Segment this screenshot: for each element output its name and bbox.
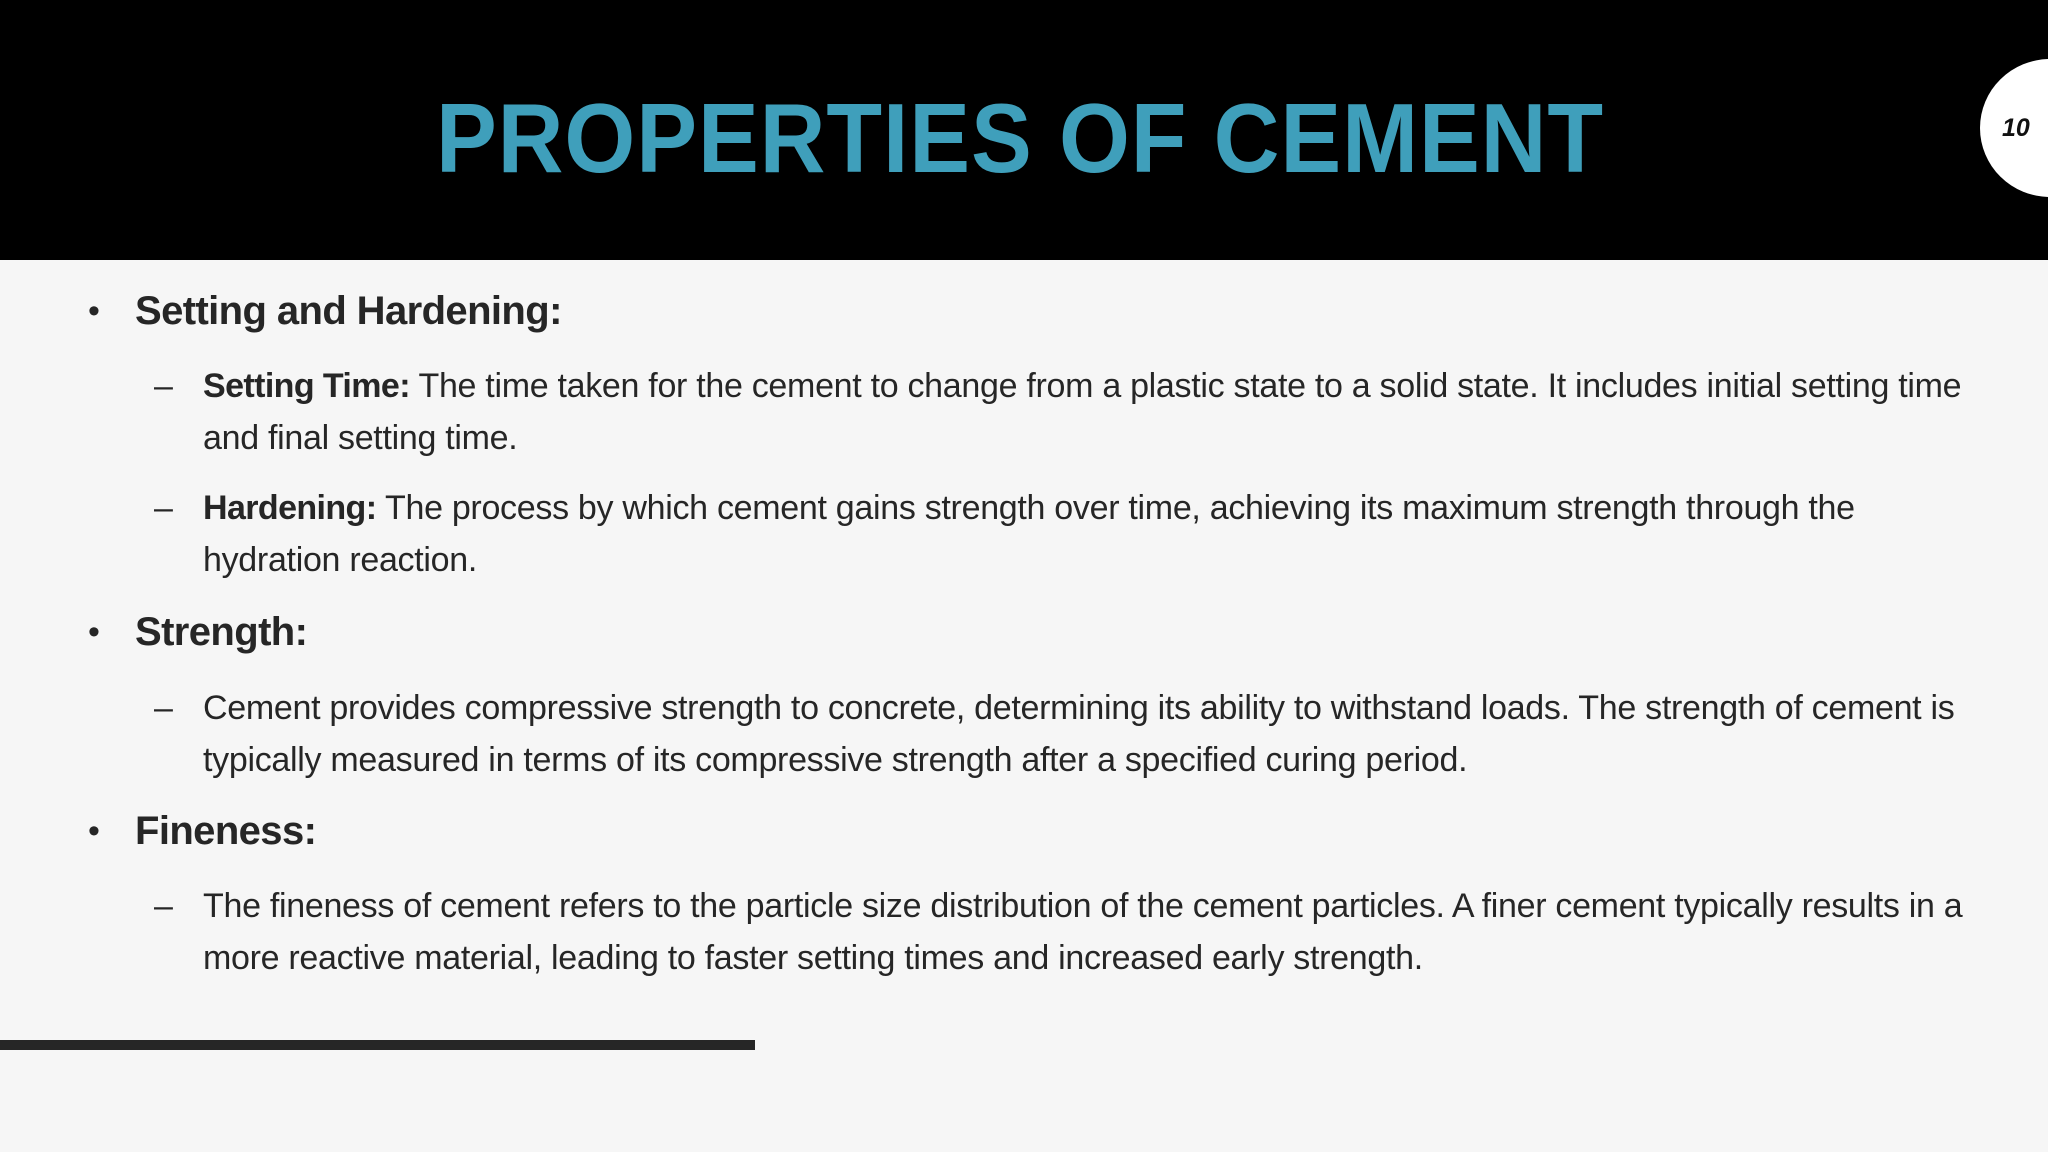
sub-item-description: Cement provides compressive strength to concrete, determining its ability to withstand loads. The strength of cement is typically measured in terms of its compressive strength after a specified curing period. [203,689,1955,779]
bullet-marker: • [88,812,100,850]
sub-item-description: The process by which cement gains strength over time, achieving its maximum strength through the hydration reaction. [203,489,1855,579]
decorative-divider [0,1040,755,1050]
sub-item-text [203,482,1983,586]
slide-title: PROPERTIES OF CEMENT [435,83,1605,193]
sub-item-description: The fineness of cement refers to the particle size distribution of the cement particles. A finer cement typically results in a more reactive material, leading to faster setting times and increased early strength. [203,887,1963,977]
bullet-heading: Strength: [135,610,308,654]
sub-item-marker: – [154,367,173,405]
sub-item-marker: – [154,887,173,925]
sub-item-text [203,880,1983,984]
bullet-marker: • [88,292,100,330]
bullet-heading: Setting and Hardening: [135,289,562,333]
bullet-heading: Fineness: [135,809,317,853]
sub-item-text [203,682,1983,786]
sub-item-term: Setting Time: [203,367,410,405]
bullet-marker: • [88,613,100,651]
sub-item-marker: – [154,489,173,527]
sub-item-term: Hardening: [203,489,377,527]
sub-item-description: The time taken for the cement to change from a plastic state to a solid state. It includes initial setting time and final setting time. [203,367,1962,457]
page-number: 10 [2002,114,2030,142]
sub-item-marker: – [154,689,173,727]
sub-item-text [203,360,1983,464]
